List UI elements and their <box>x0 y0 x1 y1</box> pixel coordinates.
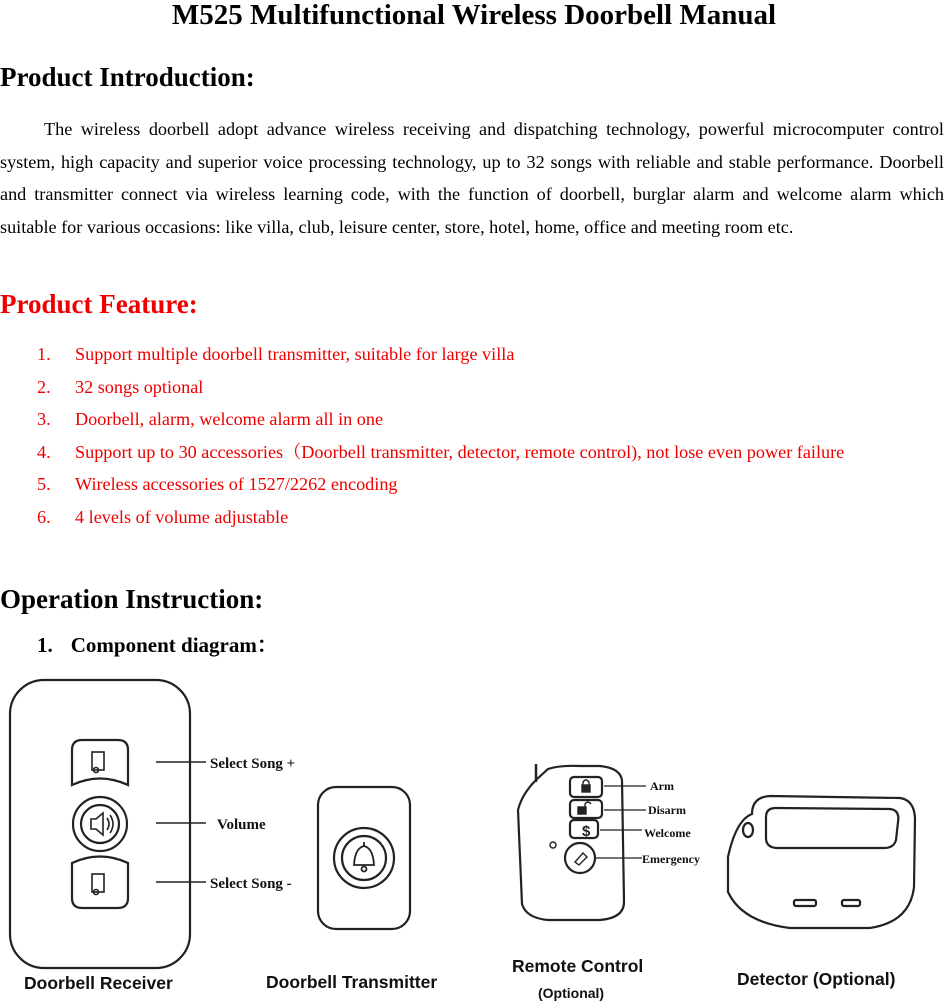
label-disarm: Disarm <box>648 803 686 817</box>
feature-number: 5. <box>37 474 51 494</box>
label-select-song-plus: Select Song + <box>210 756 296 772</box>
intro-paragraph <box>0 113 944 243</box>
label-emergency: Emergency <box>642 852 700 866</box>
label-arm: Arm <box>650 779 674 793</box>
feature-text: Wireless accessories of 1527/2262 encoding <box>75 474 398 494</box>
step-text: Component diagram： <box>70 633 278 657</box>
feature-item <box>0 501 948 534</box>
step-component-diagram <box>37 630 278 660</box>
intro-heading: Product Introduction: <box>0 62 255 92</box>
feature-number: 4. <box>37 441 51 462</box>
feature-item <box>0 468 948 501</box>
feature-item <box>0 403 948 436</box>
dollar-icon: $ <box>582 823 591 840</box>
feature-text: Support multiple doorbell transmitter, suitable for large villa <box>75 344 515 364</box>
label-welcome: Welcome <box>644 826 691 840</box>
music-note-icon <box>92 874 104 895</box>
feature-list <box>0 338 948 533</box>
feature-number: 6. <box>37 506 51 527</box>
feature-number: 1. <box>37 344 51 364</box>
detector <box>728 796 915 928</box>
caption-remote: Remote Control <box>512 956 644 976</box>
document-title: M525 Multifunctional Wireless Doorbell Manual <box>171 0 777 31</box>
caption-remote-optional: (Optional) <box>538 985 605 1001</box>
label-select-song-minus: Select Song - <box>210 876 292 892</box>
feature-item <box>0 436 948 469</box>
emergency-icon <box>575 853 587 865</box>
unlock-icon <box>578 802 591 814</box>
operation-heading: Operation Instruction: <box>0 584 264 614</box>
feature-heading: Product Feature: <box>0 289 198 319</box>
caption-transmitter: Doorbell Transmitter <box>266 972 438 992</box>
label-volume: Volume <box>217 817 266 833</box>
feature-number: 3. <box>37 409 51 429</box>
feature-text: 4 levels of volume adjustable <box>75 506 289 527</box>
feature-item <box>0 338 948 371</box>
component-diagram <box>0 672 948 1003</box>
feature-item <box>0 371 948 404</box>
feature-text: Doorbell, alarm, welcome alarm all in one <box>75 409 384 429</box>
step-number: 1. <box>37 633 53 657</box>
feature-text: 32 songs optional <box>75 376 204 397</box>
caption-receiver: Doorbell Receiver <box>24 973 173 993</box>
music-note-icon <box>92 752 104 773</box>
feature-text: Support up to 30 accessories（Doorbell transmitter, detector, remote control), not lose even power failure <box>75 441 845 462</box>
doorbell-transmitter <box>318 787 410 929</box>
remote-control <box>518 764 646 920</box>
volume-icon <box>91 813 113 835</box>
lock-icon <box>582 780 590 792</box>
intro-text: The wireless doorbell adopt advance wireless receiving and dispatching technology, powerful microcomputer control system, high capacity and superior voice processing technology, up to 32 songs with reliable and stable performance. Doorbell and transmitter connect via wireless learning code, with the function of doorbell, burglar alarm and welcome alarm which suitable for various occasions: like villa, club, leisure center, store, hotel, home, office and meeting room etc. <box>0 119 944 237</box>
bell-icon <box>354 842 374 872</box>
caption-detector: Detector (Optional) <box>737 969 896 989</box>
doorbell-receiver <box>10 680 206 968</box>
feature-number: 2. <box>37 376 51 397</box>
